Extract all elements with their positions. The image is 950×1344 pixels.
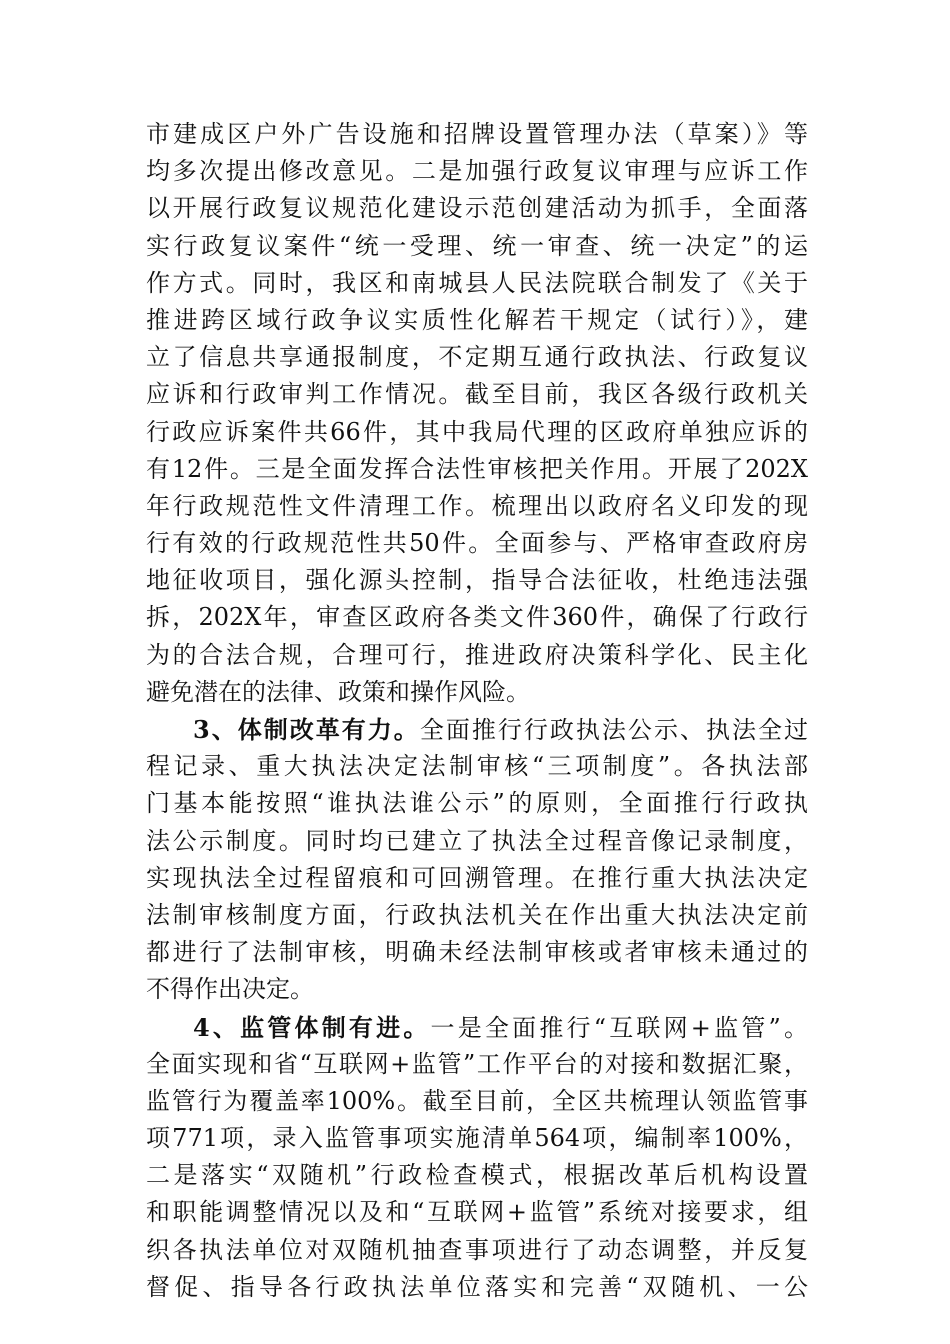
section-heading: 4、监管体制有进。 bbox=[193, 1012, 431, 1042]
text-line: 行有效的行政规范性共50件。全面参与、严格审查政府房 bbox=[146, 529, 808, 558]
text-line: 项771项，录入监管事项实施清单564项，编制率100%， bbox=[146, 1124, 808, 1153]
text-run: 全面推行行政执法公示、执法全过 bbox=[419, 716, 808, 744]
text-line: 年行政规范性文件清理工作。梳理出以政府名义印发的现 bbox=[146, 491, 808, 520]
text-line: 行政应诉案件共66件，其中我局代理的区政府单独应诉的 bbox=[146, 417, 808, 446]
document-body bbox=[146, 116, 808, 1306]
text-line: 织各执法单位对双随机抽查事项进行了动态调整，并反复 bbox=[146, 1235, 808, 1264]
text-line: 全面实现和省“互联网+监管”工作平台的对接和数据汇聚， bbox=[146, 1049, 808, 1078]
text-line: 不得作出决定。 bbox=[146, 975, 314, 1004]
text-line: 有12件。三是全面发挥合法性审核把关作用。开展了202X bbox=[146, 454, 808, 483]
text-line: 推进跨区域行政争议实质性化解若干规定（试行）》，建 bbox=[146, 305, 808, 334]
text-line: 市建成区户外广告设施和招牌设置管理办法（草案）》等 bbox=[146, 120, 808, 148]
text-line: 拆，202X年，审查区政府各类文件360件，确保了行政行 bbox=[146, 603, 808, 632]
text-line: 都进行了法制审核，明确未经法制审核或者审核未通过的 bbox=[146, 938, 808, 967]
paragraph-system-reform bbox=[146, 711, 808, 1009]
text-line: 法制审核制度方面，行政执法机关在作出重大执法决定前 bbox=[146, 900, 808, 929]
text-line-with-heading bbox=[146, 1009, 808, 1046]
text-line: 为的合法合规，合理可行，推进政府决策科学化、民主化 bbox=[146, 640, 808, 669]
text-line: 地征收项目，强化源头控制，指导合法征收，杜绝违法强 bbox=[146, 566, 808, 595]
text-run: 一是全面推行“互联网+监管”。 bbox=[430, 1013, 808, 1042]
text-line: 实行政复议案件“统一受理、统一审查、统一决定”的运 bbox=[146, 231, 808, 260]
text-line: 二是落实“双随机”行政检查模式，根据改革后机构设置 bbox=[146, 1161, 808, 1190]
text-line: 监管行为覆盖率100%。截至目前，全区共梳理认领监管事 bbox=[146, 1086, 808, 1115]
text-line: 均多次提出修改意见。二是加强行政复议审理与应诉工作 bbox=[146, 157, 808, 186]
text-line: 避免潜在的法律、政策和操作风险。 bbox=[146, 677, 530, 706]
paragraph-administrative-review bbox=[146, 116, 808, 711]
text-line: 督促、指导各行政执法单位落实和完善“双随机、一公 bbox=[146, 1272, 808, 1301]
text-line: 作方式。同时，我区和南城县人民法院联合制发了《关于 bbox=[146, 268, 808, 297]
paragraph-supervision-system bbox=[146, 1009, 808, 1307]
text-line: 门基本能按照“谁执法谁公示”的原则，全面推行行政执 bbox=[146, 789, 808, 818]
text-line: 法公示制度。同时均已建立了执法全过程音像记录制度， bbox=[146, 826, 808, 855]
text-line: 程记录、重大执法决定法制审核“三项制度”。各执法部 bbox=[146, 752, 808, 781]
text-line-with-heading bbox=[146, 711, 808, 748]
text-line: 立了信息共享通报制度，不定期互通行政执法、行政复议 bbox=[146, 343, 808, 372]
text-line: 以开展行政复议规范化建设示范创建活动为抓手，全面落 bbox=[146, 194, 808, 223]
text-line: 应诉和行政审判工作情况。截至目前，我区各级行政机关 bbox=[146, 380, 808, 409]
text-line: 和职能调整情况以及和“互联网+监管”系统对接要求，组 bbox=[146, 1198, 808, 1227]
section-heading: 3、体制改革有力。 bbox=[193, 715, 420, 744]
text-line: 实现执法全过程留痕和可回溯管理。在推行重大执法决定 bbox=[146, 863, 808, 892]
